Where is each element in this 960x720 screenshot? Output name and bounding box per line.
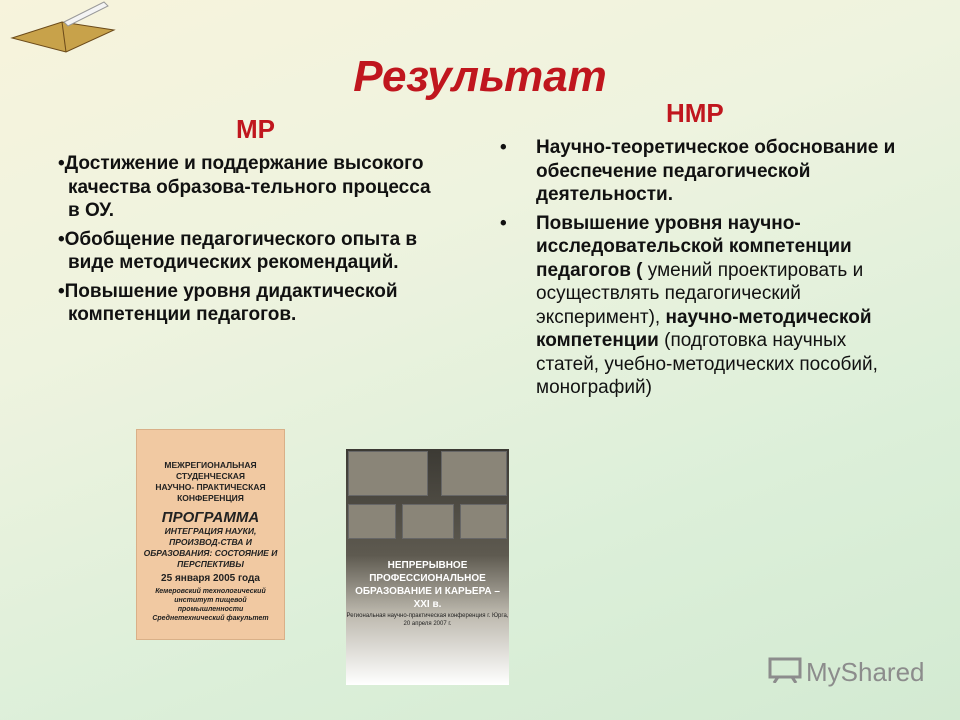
conference-logo-icon xyxy=(137,430,284,460)
item-text: (подготовка научных статей, учебно-методических пособий, монографий) xyxy=(536,330,878,398)
presentation-icon xyxy=(768,655,802,690)
program-cover-image xyxy=(136,429,285,640)
cover-date: 25 января 2005 года xyxy=(161,573,260,584)
cover-text: КОНФЕРЕНЦИЯ xyxy=(177,493,244,503)
photo xyxy=(460,504,507,539)
list-item xyxy=(496,136,896,207)
cover-text: НАУЧНО- ПРАКТИЧЕСКАЯ xyxy=(155,482,266,492)
list-item: •Повышение уровня дидактической компетенции педагогов. xyxy=(58,280,398,325)
cover-title: НЕПРЕРЫВНОЕ ПРОФЕССИОНАЛЬНОЕ ОБРАЗОВАНИЕ И КАРЬЕРА – XXI в. xyxy=(355,560,500,610)
mp-list xyxy=(58,152,438,332)
bullet: • xyxy=(500,137,507,158)
slide-title: Результат xyxy=(353,52,607,101)
mp-heading: МР xyxy=(236,114,275,144)
photo xyxy=(348,504,396,539)
list-item: •Обобщение педагогического опыта в виде методических рекомендаций. xyxy=(58,228,418,273)
bullet: • xyxy=(500,212,507,234)
item-text: Научно-теоретическое обоснование и обеспечение педагогической деятельности. xyxy=(536,137,896,205)
item-text: научно-методической компетенции xyxy=(536,306,872,351)
photo xyxy=(402,504,454,539)
item-text: умений проектировать и осуществлять педагогический эксперимент), xyxy=(536,259,864,328)
nmp-heading: НМР xyxy=(666,98,724,128)
watermark-text: MyShared xyxy=(806,657,925,687)
photo xyxy=(441,451,507,496)
cover-text: СТУДЕНЧЕСКАЯ xyxy=(175,471,246,481)
conference-book-cover-image xyxy=(346,449,509,685)
cover-text: ИНТЕГРАЦИЯ НАУКИ, ПРОИЗВОД-СТВА И ОБРАЗОВАНИЯ: СОСТОЯНИЕ И ПЕРСПЕКТИВЫ xyxy=(143,526,278,569)
nmp-list xyxy=(496,136,896,405)
photo xyxy=(348,451,428,496)
cover-text: Региональная научно-практическая конференция г. Юрга, 20 апреля 2007 г. xyxy=(346,613,509,627)
list-item xyxy=(496,212,896,400)
item-text: Повышение уровня научно-исследовательской компетенции педагогов ( xyxy=(536,212,852,281)
cover-text: МЕЖРЕГИОНАЛЬНАЯ xyxy=(164,460,257,470)
cover-text: Кемеровский технологический институт пищевой промышленности Среднетехнический факультет xyxy=(152,588,269,622)
cover-title: ПРОГРАММА xyxy=(161,509,260,526)
list-item: •Достижение и поддержание высокого качества образова-тельного процесса в ОУ. xyxy=(58,153,431,221)
watermark xyxy=(768,655,925,690)
